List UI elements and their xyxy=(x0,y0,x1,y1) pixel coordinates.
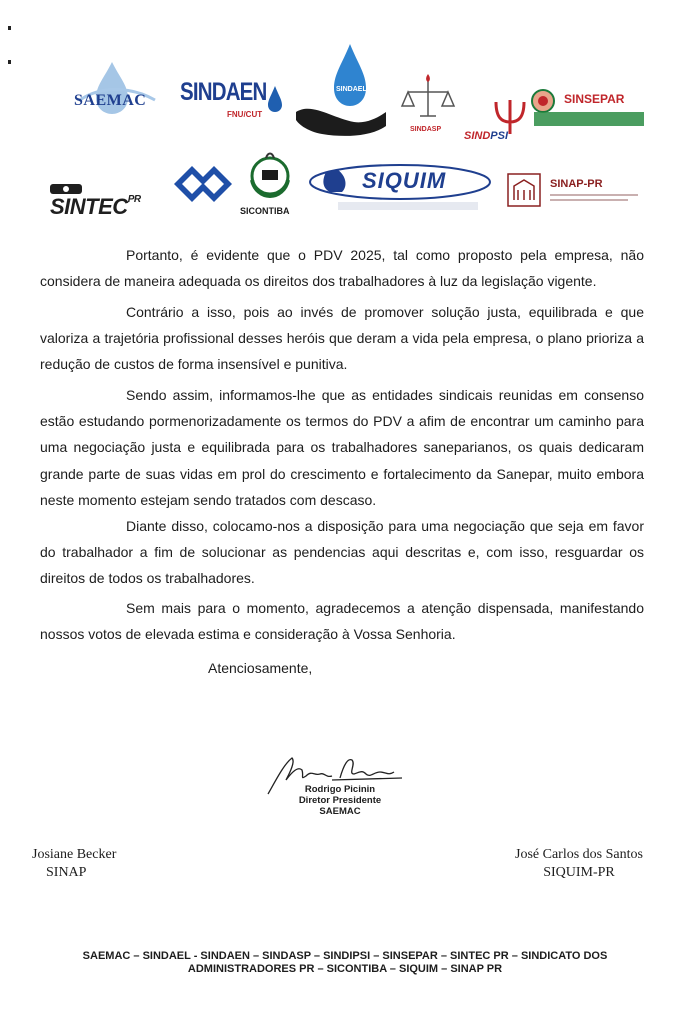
sindipsi-suffix: PSI xyxy=(490,130,509,142)
footer-line-2: ADMINISTRADORES PR – SICONTIBA – SIQUIM – SINAP PR xyxy=(187,963,503,975)
sintec-name: SINTEC xyxy=(50,194,128,219)
sinap-logo-text: SINAP-PR xyxy=(550,178,603,190)
logo-sintec xyxy=(44,178,164,218)
sicontiba-logo-text: SICONTIBA xyxy=(240,206,290,216)
main-signatory-org: SAEMAC xyxy=(319,806,361,817)
building-emblem-icon xyxy=(506,172,542,208)
sindipsi-prefix: SIND xyxy=(464,130,491,142)
main-signatory-role: Diretor Presidente xyxy=(298,795,382,806)
closing-salutation: Atenciosamente, xyxy=(208,660,313,676)
sinap-tagline-line xyxy=(550,199,628,201)
logo-administradores xyxy=(170,162,236,206)
sinsepar-logo-text: SINSEPAR xyxy=(564,92,625,106)
logo-sindipsi xyxy=(462,96,534,146)
globe-emblem-icon xyxy=(530,88,556,114)
paragraph-5: Sem mais para o momento, agradecemos a atenção dispensada, manifestando nossos votos de elevada estima e consideração à Vossa Senhoria. xyxy=(40,600,644,643)
right-signatory-name: José Carlos dos Santos xyxy=(515,847,643,862)
right-signatory-org: SIQUIM-PR xyxy=(543,865,615,880)
sintec-suffix: PR xyxy=(127,194,141,205)
logo-sinsepar xyxy=(528,86,648,138)
footer-entities xyxy=(40,950,650,976)
paragraph-3: Sendo assim, informamos-lhe que as entidades sindicais reunidas em consenso estão estudando pormenorizadamente os termos do PDV a afim de encontrar um caminho para uma negociação justa e equilibrada para os trabalhadores saneparianos, os quais dedicaram grande parte de suas vidas em prol do crescimento e fortalecimento da Sanepar, muito embora neste momento estejam sendo tratados com descaso. xyxy=(40,387,644,508)
sinsepar-tagline-bar xyxy=(534,112,644,126)
logo-sindasp xyxy=(398,72,458,140)
arrows-emblem-icon xyxy=(170,162,236,206)
paragraph-1: Portanto, é evidente que o PDV 2025, tal como proposto pela empresa, não considera de maneira adequada os direitos dos trabalhadores à luz da legislação vigente. xyxy=(40,247,644,290)
logo-siquim xyxy=(308,162,492,216)
sindaen-logo-text: SINDAEN xyxy=(180,78,267,106)
left-signatory-org: SINAP xyxy=(46,865,87,880)
water-drop-icon xyxy=(266,84,284,114)
sinap-tagline-line xyxy=(550,194,638,196)
logo-sinap xyxy=(506,172,646,212)
laurel-emblem-icon xyxy=(238,150,302,204)
left-signatory xyxy=(32,846,116,882)
saemac-logo-text: SAEMAC xyxy=(74,92,147,109)
logo-sicontiba xyxy=(238,150,302,220)
sindasp-logo-text: SINDASP xyxy=(410,126,442,133)
right-signatory xyxy=(504,846,654,882)
logo-saemac xyxy=(60,56,170,126)
paragraph-2: Contrário a isso, pois ao invés de promover solução justa, equilibrada e que valoriza a trajetória profissional desses heróis que deram a vida pela empresa, o plano prioriza a redução de custos de forma insensível e punitiva. xyxy=(40,304,644,373)
scan-mark xyxy=(8,60,11,64)
sintec-logo-text xyxy=(50,194,141,220)
main-signatory xyxy=(280,784,400,817)
left-signatory-name: Josiane Becker xyxy=(32,847,117,862)
scan-mark xyxy=(8,26,11,30)
logo-sindaen xyxy=(180,72,290,132)
sindaen-sub-text: FNU/CUT xyxy=(227,110,263,119)
scales-torch-icon xyxy=(398,72,458,124)
logo-sindael xyxy=(292,42,388,142)
sindipsi-logo-text xyxy=(464,130,508,142)
sindael-logo-text: SINDAEL xyxy=(336,86,367,93)
paragraph-4: Diante disso, colocamo-nos a disposição para uma negociação que seja em favor do trabalhador a fim de solucionar as pendencias aqui descritas e, com isso, resguardar os direitos de todos os trabalhadores. xyxy=(40,518,644,587)
water-drop-icon xyxy=(60,56,170,126)
footer-line-1: SAEMAC – SINDAEL - SINDAEN – SINDASP – SINDIPSI – SINSEPAR – SINTEC PR – SINDICATO DOS xyxy=(82,950,608,962)
main-signatory-name: Rodrigo Picinin xyxy=(304,784,376,795)
siquim-logo-text: SIQUIM xyxy=(362,168,447,193)
